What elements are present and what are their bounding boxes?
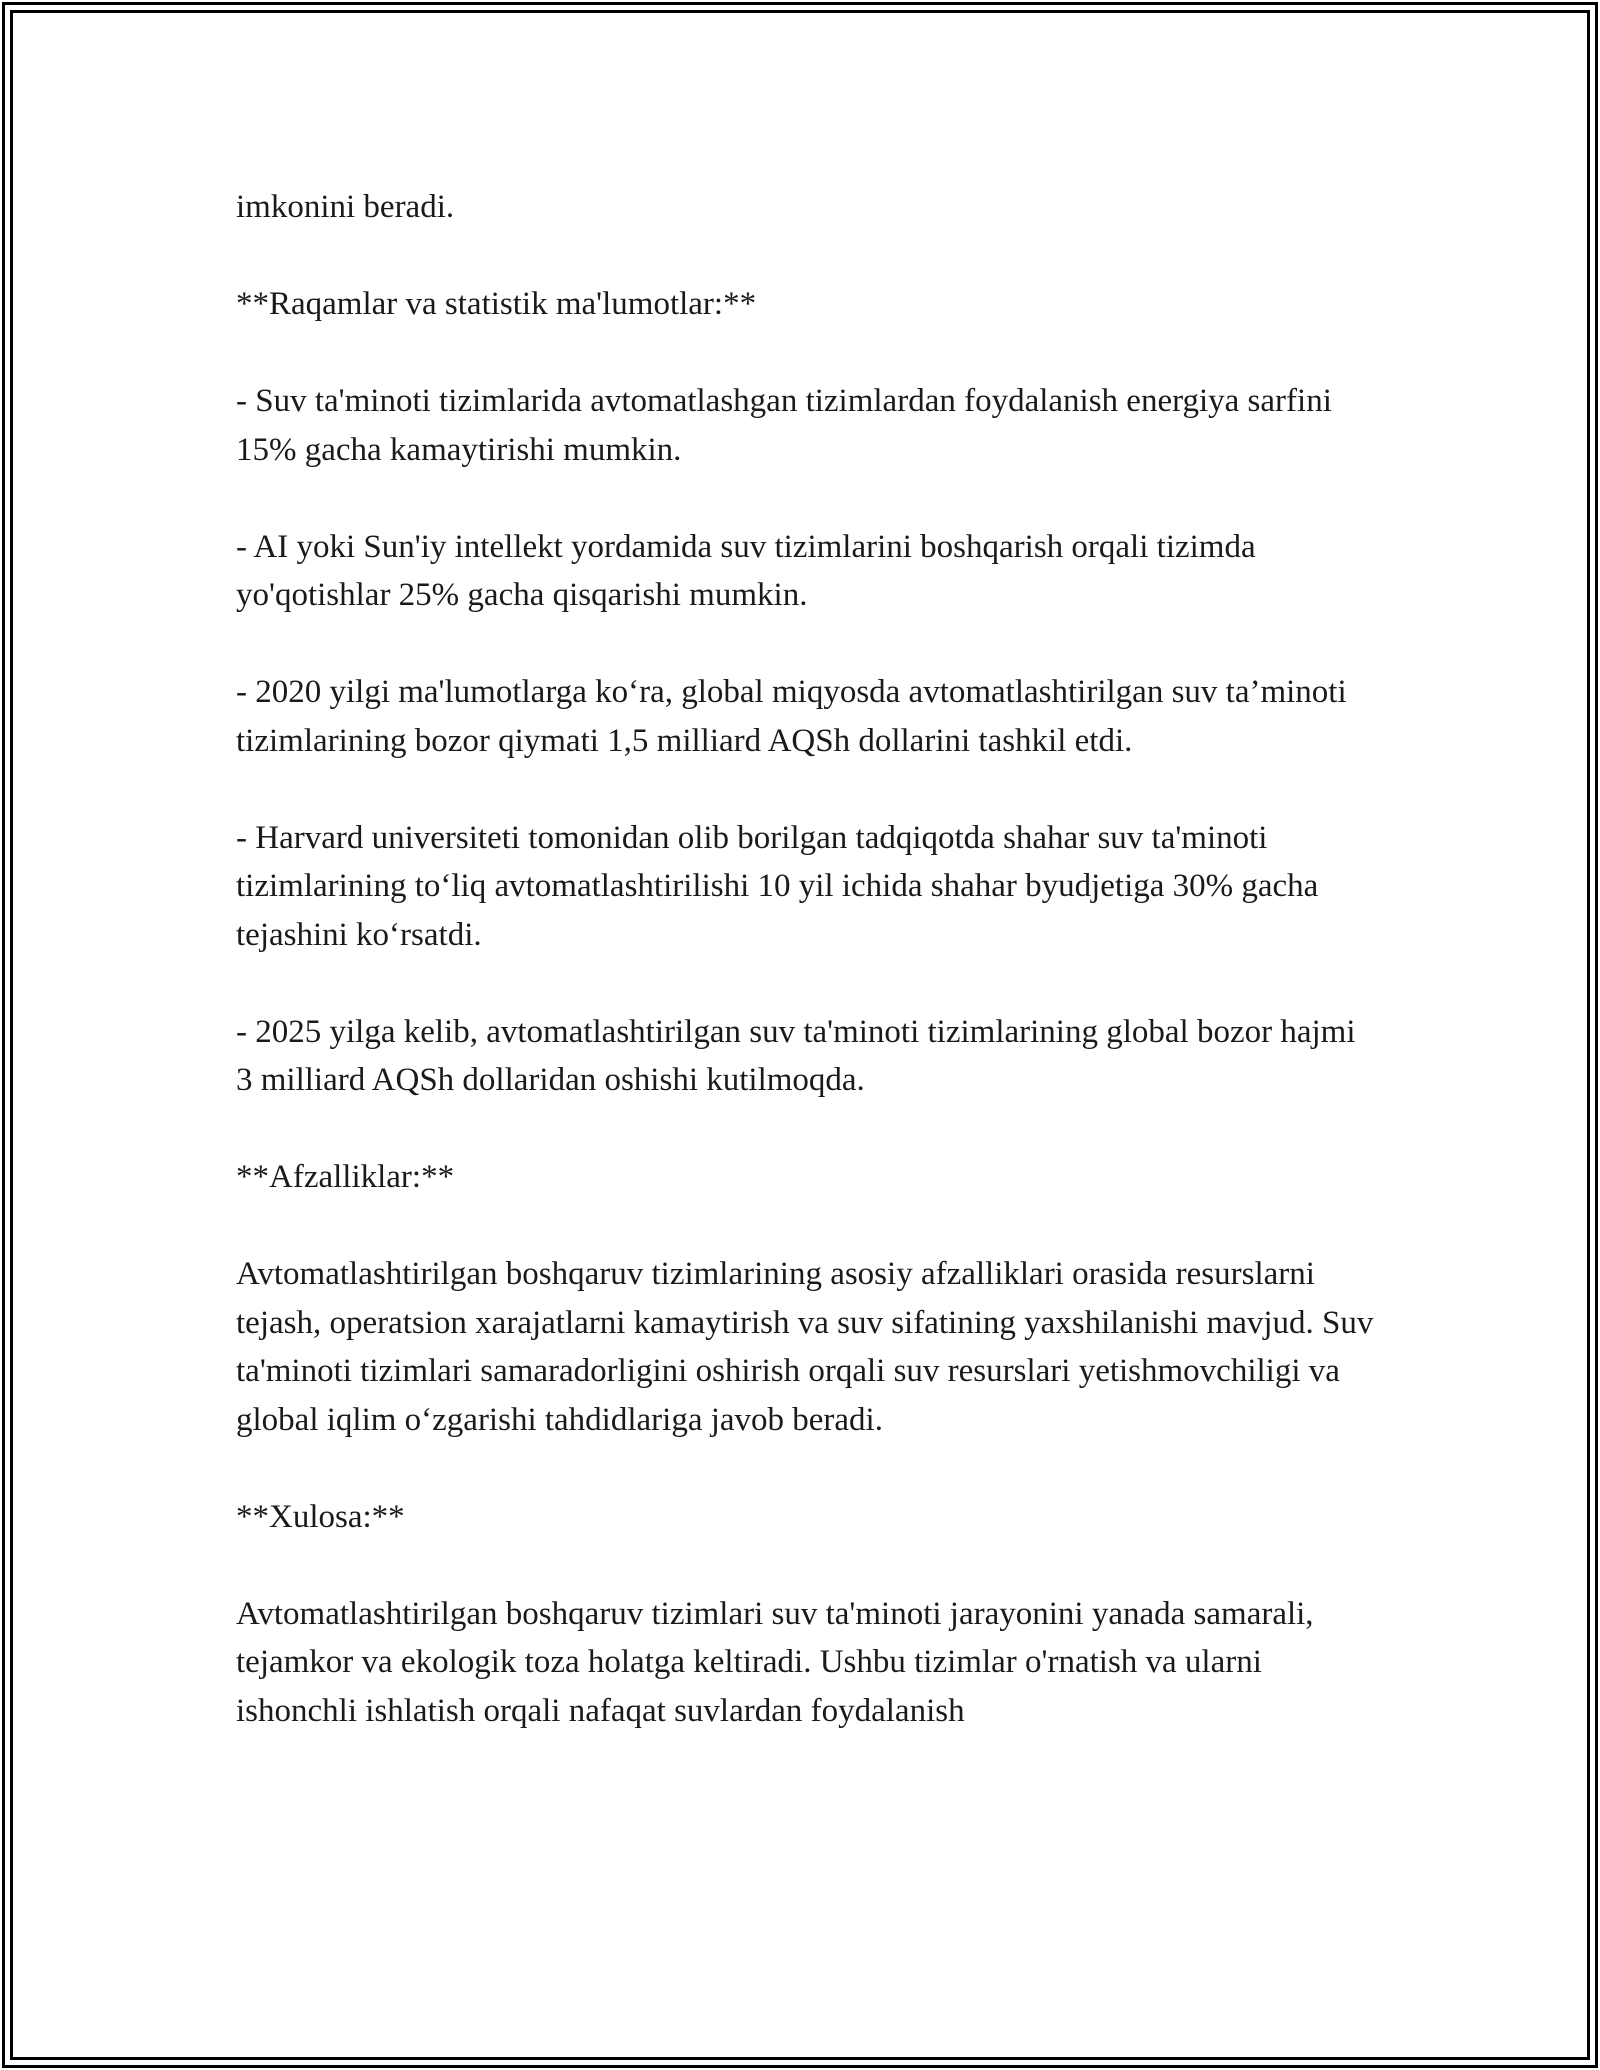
document-body (236, 183, 1376, 1784)
paragraph-advantages: Avtomatlashtirilgan boshqaruv tizimlarining asosiy afzalliklari orasida resurslarni tejash, operatsion xarajatlarni kamaytirish va suv sifatining yaxshilanishi mavjud. Suv ta'minoti tizimlari samaradorligini oshirish orqali suv resurslari yetishmovchiligi va global iqlim o‘zgarishi tahdidlariga javob beradi. (236, 1256, 1374, 1438)
heading-conclusion: **Xulosa:** (236, 1498, 405, 1535)
paragraph-conclusion: Avtomatlashtirilgan boshqaruv tizimlari suv ta'minoti jarayonini yanada samarali, tejamkor va ekologik toza holatga keltiradi. Ushbu tizimlar o'rnatish va ularni ishonchli ishlatish orqali nafaqat suvlardan foydalanish (236, 1595, 1314, 1729)
paragraph-continuation: imkonini beradi. (236, 189, 455, 225)
heading-advantages: **Afzalliklar:** (236, 1159, 455, 1195)
list-item-market-2020: - 2020 yilgi ma'lumotlarga ko‘ra, global miqyosda avtomatlashtirilgan suv ta’minoti tizimlarining bozor qiymati 1,5 milliard AQSh dollarini tashkil etdi. (236, 674, 1347, 759)
list-item-market-2025: - 2025 yilga kelib, avtomatlashtirilgan suv ta'minoti tizimlarining global bozor hajmi 3 milliard AQSh dollaridan oshishi kutilmoqda. (236, 1013, 1356, 1098)
list-item-energy: - Suv ta'minoti tizimlarida avtomatlashgan tizimlardan foydalanish energiya sarfini 15% gacha kamaytirishi mumkin. (236, 383, 1332, 468)
list-item-harvard-study: - Harvard universiteti tomonidan olib borilgan tadqiqotda shahar suv ta'minoti tizimlarining to‘liq avtomatlashtirilishi 10 yil ichida shahar byudjetiga 30% gacha tejashini ko‘rsatdi. (236, 819, 1319, 953)
list-item-ai-losses: - AI yoki Sun'iy intellekt yordamida suv tizimlarini boshqarish orqali tizimda yo'qotishlar 25% gacha qisqarishi mumkin. (236, 528, 1256, 613)
heading-statistics: **Raqamlar va statistik ma'lumotlar:** (236, 286, 757, 322)
